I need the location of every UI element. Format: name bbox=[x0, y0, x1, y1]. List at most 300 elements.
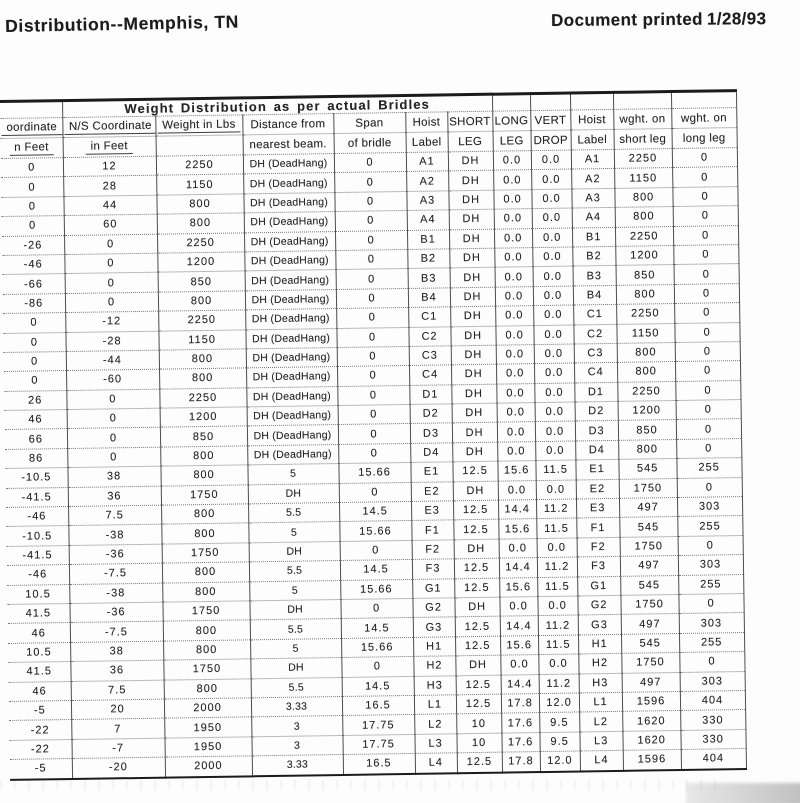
cell-r6-c11: 1200 bbox=[615, 245, 673, 265]
weight-distribution-table-wrap bbox=[0, 89, 747, 780]
cell-r5-c7: DH bbox=[449, 229, 494, 249]
cell-r3-c5: 0 bbox=[334, 191, 406, 211]
cell-r21-c3: 1750 bbox=[162, 543, 249, 564]
cell-r27-c6: H2 bbox=[413, 656, 455, 676]
cell-r5-c4: DH (DeadHang) bbox=[244, 231, 335, 252]
cell-r25-c10: G3 bbox=[578, 615, 621, 635]
cell-r10-c11: 1150 bbox=[616, 323, 674, 343]
cell-r31-c8: 17.6 bbox=[502, 732, 540, 752]
cell-r19-c9: 11.2 bbox=[536, 499, 576, 519]
cell-r14-c9: 0.0 bbox=[535, 402, 575, 422]
cell-r21-c9: 0.0 bbox=[537, 538, 577, 558]
cell-r8-c12: 0 bbox=[674, 283, 739, 303]
cell-r22-c3: 800 bbox=[162, 562, 249, 583]
header-cell-h2-col7 bbox=[448, 131, 493, 152]
cell-r31-c3: 1950 bbox=[164, 737, 251, 758]
cell-r23-c4: 5 bbox=[249, 580, 340, 601]
cell-r19-c8: 14.4 bbox=[498, 500, 536, 520]
cell-r20-c3: 800 bbox=[161, 523, 248, 544]
cell-r25-c5: 14.5 bbox=[341, 618, 413, 638]
cell-r19-c11: 497 bbox=[619, 498, 677, 518]
cell-r14-c2: 0 bbox=[67, 408, 160, 429]
cell-r12-c8: 0.0 bbox=[496, 364, 534, 384]
cell-r22-c11: 497 bbox=[620, 556, 678, 576]
cell-r26-c8: 15.6 bbox=[500, 635, 538, 655]
cell-r6-c4: DH (DeadHang) bbox=[244, 250, 335, 271]
cell-r10-c1: 0 bbox=[3, 332, 65, 352]
cell-r18-c3: 1750 bbox=[161, 485, 248, 506]
cell-r5-c6: B1 bbox=[407, 229, 449, 249]
cell-r28-c4: 5.5 bbox=[251, 677, 342, 698]
cell-r24-c11: 1750 bbox=[620, 594, 678, 614]
cell-r26-c10: H1 bbox=[578, 634, 621, 654]
title-empty-cell bbox=[492, 94, 530, 112]
cell-r15-c7: DH bbox=[452, 423, 497, 443]
cell-r11-c7: DH bbox=[451, 345, 496, 365]
cell-r11-c5: 0 bbox=[337, 346, 409, 366]
cell-r11-c9: 0.0 bbox=[534, 344, 574, 364]
cell-r4-c4: DH (DeadHang) bbox=[244, 212, 335, 233]
cell-r23-c2: -38 bbox=[69, 583, 162, 604]
cell-r27-c9: 0.0 bbox=[538, 654, 578, 674]
cell-r3-c1: 0 bbox=[1, 196, 63, 216]
cell-r5-c8: 0.0 bbox=[494, 228, 532, 248]
cell-r18-c4: DH bbox=[248, 483, 339, 504]
weight-distribution-table bbox=[0, 89, 747, 780]
cell-r10-c5: 0 bbox=[336, 327, 408, 347]
cell-r3-c10: A3 bbox=[571, 188, 614, 208]
cell-r12-c5: 0 bbox=[337, 366, 409, 386]
cell-r18-c10: E2 bbox=[576, 479, 619, 499]
cell-r22-c12: 303 bbox=[678, 555, 743, 575]
cell-r17-c2: 38 bbox=[67, 466, 160, 487]
cell-r1-c10: A1 bbox=[571, 149, 614, 169]
header-cell-h2-col12 bbox=[672, 128, 737, 149]
printed-stamp bbox=[551, 9, 767, 31]
cell-r1-c6: A1 bbox=[406, 152, 448, 172]
header-cell-h2-col6 bbox=[406, 132, 448, 153]
header-cell-h2-col12-text: long leg bbox=[682, 131, 726, 145]
cell-r10-c6: C2 bbox=[408, 326, 450, 346]
cell-r5-c5: 0 bbox=[335, 230, 407, 250]
cell-r15-c3: 850 bbox=[160, 426, 247, 447]
cell-r14-c7: DH bbox=[452, 403, 497, 423]
cell-r30-c12: 330 bbox=[680, 710, 745, 730]
cell-r27-c4: DH bbox=[250, 658, 341, 679]
cell-r27-c3: 1750 bbox=[163, 659, 250, 680]
cell-r29-c3: 2000 bbox=[164, 698, 251, 719]
cell-r5-c10: B1 bbox=[572, 227, 615, 247]
cell-r10-c3: 1150 bbox=[158, 329, 245, 350]
cell-r27-c10: H2 bbox=[578, 653, 621, 673]
cell-r19-c1: -46 bbox=[6, 507, 68, 527]
cell-r7-c12: 0 bbox=[674, 264, 739, 284]
cell-r19-c7: 12.5 bbox=[453, 500, 498, 520]
cell-r1-c3: 2250 bbox=[156, 155, 243, 176]
cell-r3-c11: 800 bbox=[614, 187, 672, 207]
cell-r31-c6: L3 bbox=[414, 734, 456, 754]
cell-r29-c8: 17.8 bbox=[501, 694, 539, 714]
cell-r20-c4: 5 bbox=[248, 522, 339, 543]
cell-r8-c8: 0.0 bbox=[495, 286, 533, 306]
cell-r3-c8: 0.0 bbox=[493, 189, 531, 209]
cell-r21-c5: 0 bbox=[340, 540, 412, 560]
cell-r18-c6: E2 bbox=[411, 481, 453, 501]
cell-r4-c11: 800 bbox=[615, 207, 673, 227]
cell-r6-c8: 0.0 bbox=[494, 248, 532, 268]
cell-r11-c1: 0 bbox=[4, 351, 66, 371]
cell-r23-c3: 800 bbox=[162, 581, 249, 602]
cell-r24-c1: 41.5 bbox=[7, 604, 69, 624]
cell-r17-c1: -10.5 bbox=[5, 468, 67, 488]
header-cell-h2-col7-text: LEG bbox=[458, 135, 483, 148]
cell-r16-c4: DH (DeadHang) bbox=[247, 444, 338, 465]
cell-r15-c12: 0 bbox=[676, 419, 741, 439]
cell-r15-c9: 0.0 bbox=[535, 421, 575, 441]
header-cell-h1-col10-text: Hoist bbox=[577, 113, 606, 126]
header-cell-h1-col1-text: oordinate bbox=[1, 121, 62, 136]
cell-r13-c3: 2250 bbox=[159, 388, 246, 409]
cell-r32-c5: 16.5 bbox=[343, 754, 415, 775]
cell-r23-c10: G1 bbox=[577, 576, 620, 596]
cell-r30-c1: -22 bbox=[9, 720, 71, 740]
header-cell-h1-col1 bbox=[0, 118, 62, 139]
cell-r9-c2: -12 bbox=[65, 311, 158, 332]
cell-r10-c9: 0.0 bbox=[533, 325, 573, 345]
cell-r8-c7: DH bbox=[450, 287, 495, 307]
cell-r13-c10: D1 bbox=[574, 382, 617, 402]
header-cell-h2-col11-text: short leg bbox=[619, 132, 667, 146]
cell-r15-c11: 850 bbox=[618, 420, 676, 440]
cell-r25-c1: 46 bbox=[8, 623, 70, 643]
cell-r11-c8: 0.0 bbox=[496, 345, 534, 365]
document-title: Distribution--Memphis, TN bbox=[5, 11, 240, 36]
cell-r25-c8: 14.4 bbox=[500, 616, 538, 636]
cell-r6-c9: 0.0 bbox=[532, 247, 572, 267]
cell-r30-c5: 17.75 bbox=[342, 715, 414, 735]
cell-r28-c5: 14.5 bbox=[342, 676, 414, 696]
cell-r20-c5: 15.66 bbox=[339, 521, 411, 541]
cell-r23-c8: 15.6 bbox=[499, 577, 537, 597]
cell-r8-c11: 800 bbox=[616, 284, 674, 304]
cell-r31-c10: L3 bbox=[580, 731, 623, 751]
cell-r14-c10: D2 bbox=[575, 401, 618, 421]
cell-r19-c10: E3 bbox=[576, 498, 619, 518]
cell-r3-c6: A3 bbox=[406, 191, 448, 211]
cell-r25-c2: -7.5 bbox=[70, 622, 163, 643]
cell-r25-c11: 497 bbox=[621, 614, 679, 634]
cell-r6-c7: DH bbox=[449, 248, 494, 268]
title-empty-cell bbox=[613, 92, 671, 110]
cell-r14-c6: D2 bbox=[410, 404, 452, 424]
cell-r29-c10: L1 bbox=[579, 692, 622, 712]
cell-r18-c2: 36 bbox=[68, 486, 161, 507]
cell-r21-c7: DH bbox=[454, 539, 499, 559]
cell-r19-c2: 7.5 bbox=[68, 505, 161, 526]
cell-r2-c4: DH (DeadHang) bbox=[243, 173, 334, 194]
cell-r4-c6: A4 bbox=[407, 210, 449, 230]
cell-r32-c4: 3.33 bbox=[252, 755, 343, 776]
cell-r13-c9: 0.0 bbox=[534, 383, 574, 403]
cell-r21-c10: F2 bbox=[577, 537, 620, 557]
cell-r8-c3: 800 bbox=[158, 291, 245, 312]
title-left-cell bbox=[0, 101, 62, 119]
cell-r29-c2: 20 bbox=[71, 699, 164, 720]
cell-r2-c12: 0 bbox=[672, 167, 737, 187]
cell-r22-c9: 11.2 bbox=[537, 557, 577, 577]
cell-r14-c3: 1200 bbox=[160, 407, 247, 428]
cell-r9-c5: 0 bbox=[336, 308, 408, 328]
cell-r15-c2: 0 bbox=[67, 428, 160, 449]
cell-r12-c1: 0 bbox=[4, 371, 66, 391]
cell-r32-c7: 12.5 bbox=[457, 752, 502, 773]
cell-r22-c1: -46 bbox=[7, 565, 69, 585]
cell-r17-c10: E1 bbox=[575, 460, 618, 480]
cell-r1-c7: DH bbox=[448, 151, 493, 171]
cell-r3-c2: 44 bbox=[63, 195, 156, 216]
cell-r16-c11: 800 bbox=[618, 439, 676, 459]
cell-r1-c9: 0.0 bbox=[531, 150, 571, 170]
cell-r20-c1: -10.5 bbox=[6, 526, 68, 546]
header-cell-h2-col5 bbox=[334, 132, 406, 153]
cell-r4-c10: A4 bbox=[572, 208, 615, 228]
cell-r23-c12: 255 bbox=[678, 574, 743, 594]
cell-r4-c9: 0.0 bbox=[532, 208, 572, 228]
header-cell-h1-col9 bbox=[530, 110, 570, 131]
cell-r14-c11: 1200 bbox=[618, 401, 676, 421]
cell-r7-c7: DH bbox=[450, 268, 495, 288]
cell-r29-c12: 404 bbox=[680, 690, 745, 710]
cell-r28-c11: 497 bbox=[622, 672, 680, 692]
cell-r13-c6: D1 bbox=[409, 385, 451, 405]
cell-r28-c6: H3 bbox=[414, 675, 456, 695]
cell-r16-c8: 0.0 bbox=[497, 441, 535, 461]
cell-r30-c3: 1950 bbox=[164, 717, 251, 738]
cell-r2-c9: 0.0 bbox=[531, 169, 571, 189]
cell-r28-c3: 800 bbox=[164, 678, 251, 699]
printed-label: Document printed bbox=[551, 9, 704, 30]
cell-r26-c12: 255 bbox=[679, 632, 744, 652]
title-empty-cell bbox=[570, 92, 613, 110]
cell-r13-c5: 0 bbox=[337, 385, 409, 405]
cell-r22-c5: 14.5 bbox=[340, 560, 412, 580]
cell-r31-c2: -7 bbox=[71, 738, 164, 759]
cell-r16-c2: 0 bbox=[67, 447, 160, 468]
cell-r31-c7: 10 bbox=[456, 733, 501, 753]
cell-r21-c8: 0.0 bbox=[499, 538, 537, 558]
cell-r21-c12: 0 bbox=[678, 535, 743, 555]
cell-r5-c12: 0 bbox=[673, 225, 738, 245]
cell-r23-c11: 545 bbox=[620, 575, 678, 595]
cell-r19-c5: 14.5 bbox=[339, 501, 411, 521]
header-cell-h1-col11 bbox=[613, 109, 671, 130]
cell-r15-c4: DH (DeadHang) bbox=[247, 425, 338, 446]
cell-r17-c5: 15.66 bbox=[338, 463, 410, 483]
header-cell-h2-col4-text: nearest beam. bbox=[249, 137, 327, 151]
cell-r15-c1: 66 bbox=[5, 429, 67, 449]
cell-r20-c2: -38 bbox=[68, 525, 161, 546]
header-cell-h2-col9-text: DROP bbox=[533, 134, 569, 147]
cell-r29-c7: 12.5 bbox=[456, 694, 501, 714]
cell-r13-c12: 0 bbox=[675, 380, 740, 400]
cell-r30-c10: L2 bbox=[579, 712, 622, 732]
cell-r24-c4: DH bbox=[249, 599, 340, 620]
cell-r24-c3: 1750 bbox=[162, 601, 249, 622]
cell-r22-c8: 14.4 bbox=[499, 558, 537, 578]
cell-r13-c7: DH bbox=[451, 384, 496, 404]
cell-r30-c7: 10 bbox=[456, 713, 501, 733]
cell-r24-c5: 0 bbox=[340, 598, 412, 618]
cell-r23-c7: 12.5 bbox=[454, 578, 499, 598]
cell-r2-c8: 0.0 bbox=[493, 170, 531, 190]
cell-r4-c2: 60 bbox=[64, 214, 157, 235]
cell-r8-c4: DH (DeadHang) bbox=[245, 289, 336, 310]
cell-r5-c3: 2250 bbox=[157, 232, 244, 253]
cell-r31-c12: 330 bbox=[681, 729, 746, 749]
cell-r10-c12: 0 bbox=[674, 322, 739, 342]
cell-r17-c3: 800 bbox=[160, 465, 247, 486]
cell-r31-c11: 1620 bbox=[623, 730, 681, 750]
cell-r26-c1: 10.5 bbox=[8, 642, 70, 662]
cell-r8-c2: 0 bbox=[65, 292, 158, 313]
table-title-cell-text: Weight Distribution as per actual Bridles bbox=[124, 96, 431, 117]
cell-r30-c11: 1620 bbox=[622, 711, 680, 731]
cell-r27-c1: 41.5 bbox=[8, 662, 70, 682]
cell-r6-c12: 0 bbox=[673, 245, 738, 265]
cell-r9-c4: DH (DeadHang) bbox=[245, 309, 336, 330]
cell-r25-c9: 11.2 bbox=[538, 615, 578, 635]
cell-r24-c9: 0.0 bbox=[538, 596, 578, 616]
cell-r3-c4: DH (DeadHang) bbox=[243, 192, 334, 213]
header-cell-h2-col9 bbox=[531, 130, 571, 151]
cell-r20-c10: F1 bbox=[576, 518, 619, 538]
cell-r12-c11: 800 bbox=[617, 362, 675, 382]
cell-r16-c12: 0 bbox=[676, 438, 741, 458]
header-cell-h1-col12-text: wght. on bbox=[680, 111, 727, 125]
cell-r24-c12: 0 bbox=[678, 594, 743, 614]
cell-r14-c4: DH (DeadHang) bbox=[247, 406, 338, 427]
cell-r29-c5: 16.5 bbox=[342, 695, 414, 715]
cell-r10-c4: DH (DeadHang) bbox=[245, 328, 336, 349]
cell-r8-c9: 0.0 bbox=[533, 286, 573, 306]
cell-r22-c2: -7.5 bbox=[69, 563, 162, 584]
cell-r2-c1: 0 bbox=[1, 177, 63, 197]
cell-r28-c10: H3 bbox=[579, 673, 622, 693]
header-cell-h1-col7 bbox=[447, 111, 492, 132]
cell-r29-c6: L1 bbox=[414, 695, 456, 715]
cell-r2-c3: 1150 bbox=[156, 174, 243, 195]
cell-r4-c7: DH bbox=[449, 209, 494, 229]
cell-r12-c2: -60 bbox=[66, 369, 159, 390]
cell-r32-c6: L4 bbox=[415, 753, 457, 774]
cell-r26-c4: 5 bbox=[250, 638, 341, 659]
cell-r24-c6: G2 bbox=[412, 598, 454, 618]
cell-r20-c6: F1 bbox=[411, 520, 453, 540]
cell-r31-c4: 3 bbox=[251, 735, 342, 756]
cell-r15-c6: D3 bbox=[410, 423, 452, 443]
cell-r16-c10: D4 bbox=[575, 440, 618, 460]
cell-r18-c9: 0.0 bbox=[536, 480, 576, 500]
cell-r15-c8: 0.0 bbox=[497, 422, 535, 442]
cell-r1-c1: 0 bbox=[1, 158, 63, 178]
header-cell-h2-col3 bbox=[156, 135, 243, 156]
cell-r23-c9: 11.5 bbox=[537, 577, 577, 597]
header-cell-h1-col3-text: Weight in Lbs bbox=[157, 118, 241, 133]
cell-r22-c6: F3 bbox=[412, 559, 454, 579]
cell-r4-c8: 0.0 bbox=[494, 209, 532, 229]
cell-r27-c5: 0 bbox=[341, 657, 413, 677]
cell-r17-c9: 11.5 bbox=[535, 460, 575, 480]
header-cell-h2-col1-text: n Feet bbox=[9, 141, 54, 156]
header-cell-h1-col6 bbox=[405, 112, 447, 133]
cell-r11-c11: 800 bbox=[617, 342, 675, 362]
cell-r9-c11: 2250 bbox=[616, 304, 674, 324]
cell-r26-c11: 545 bbox=[621, 633, 679, 653]
cell-r16-c3: 800 bbox=[160, 446, 247, 467]
header-cell-h1-col7-text: SHORT bbox=[449, 115, 491, 128]
cell-r29-c11: 1596 bbox=[622, 691, 680, 711]
cell-r31-c1: -22 bbox=[9, 739, 71, 759]
header-cell-h1-col4-text: Distance from bbox=[250, 117, 326, 131]
cell-r20-c9: 11.5 bbox=[536, 518, 576, 538]
cell-r32-c9: 12.0 bbox=[540, 751, 580, 771]
cell-r14-c12: 0 bbox=[676, 400, 741, 420]
cell-r1-c5: 0 bbox=[334, 152, 406, 172]
cell-r24-c7: DH bbox=[454, 597, 499, 617]
cell-r2-c11: 1150 bbox=[614, 168, 672, 188]
cell-r21-c6: F2 bbox=[412, 540, 454, 560]
cell-r6-c1: -46 bbox=[2, 255, 64, 275]
cell-r8-c6: B4 bbox=[408, 288, 450, 308]
header-cell-h1-col3 bbox=[155, 115, 242, 136]
cell-r19-c3: 800 bbox=[161, 504, 248, 525]
cell-r16-c5: 0 bbox=[338, 443, 410, 463]
cell-r30-c2: 7 bbox=[71, 718, 164, 739]
cell-r13-c2: 0 bbox=[66, 389, 159, 410]
cell-r23-c1: 10.5 bbox=[7, 584, 69, 604]
cell-r13-c8: 0.0 bbox=[496, 383, 534, 403]
cell-r12-c4: DH (DeadHang) bbox=[246, 367, 337, 388]
header-cell-h1-col8-text: LONG bbox=[494, 114, 529, 128]
cell-r28-c12: 303 bbox=[680, 671, 745, 691]
cell-r30-c4: 3 bbox=[251, 716, 342, 737]
header-cell-h2-col10 bbox=[571, 129, 614, 150]
cell-r14-c5: 0 bbox=[338, 405, 410, 425]
cell-r2-c2: 28 bbox=[63, 176, 156, 197]
cell-r26-c6: H1 bbox=[413, 637, 455, 657]
cell-r30-c9: 9.5 bbox=[539, 712, 579, 732]
cell-r29-c4: 3.33 bbox=[251, 696, 342, 717]
cell-r1-c12: 0 bbox=[672, 148, 737, 168]
cell-r7-c11: 850 bbox=[616, 265, 674, 285]
cell-r17-c6: E1 bbox=[410, 462, 452, 482]
cell-r19-c6: E3 bbox=[411, 501, 453, 521]
cell-r9-c10: C1 bbox=[573, 305, 616, 325]
cell-r9-c9: 0.0 bbox=[533, 305, 573, 325]
header-cell-h1-col5-text: Span bbox=[355, 116, 384, 130]
cell-r27-c11: 1750 bbox=[621, 653, 679, 673]
header-cell-h1-col12 bbox=[671, 108, 736, 129]
cell-r12-c9: 0.0 bbox=[534, 363, 574, 383]
header-cell-h2-col8 bbox=[493, 131, 531, 152]
cell-r9-c6: C1 bbox=[408, 307, 450, 327]
cell-r4-c5: 0 bbox=[335, 211, 407, 231]
cell-r28-c7: 12.5 bbox=[456, 675, 501, 695]
cell-r6-c3: 1200 bbox=[157, 252, 244, 273]
cell-r21-c4: DH bbox=[249, 541, 340, 562]
printed-date: 1/28/93 bbox=[706, 9, 767, 29]
header-cell-h2-col2-text: in Feet bbox=[85, 140, 132, 155]
